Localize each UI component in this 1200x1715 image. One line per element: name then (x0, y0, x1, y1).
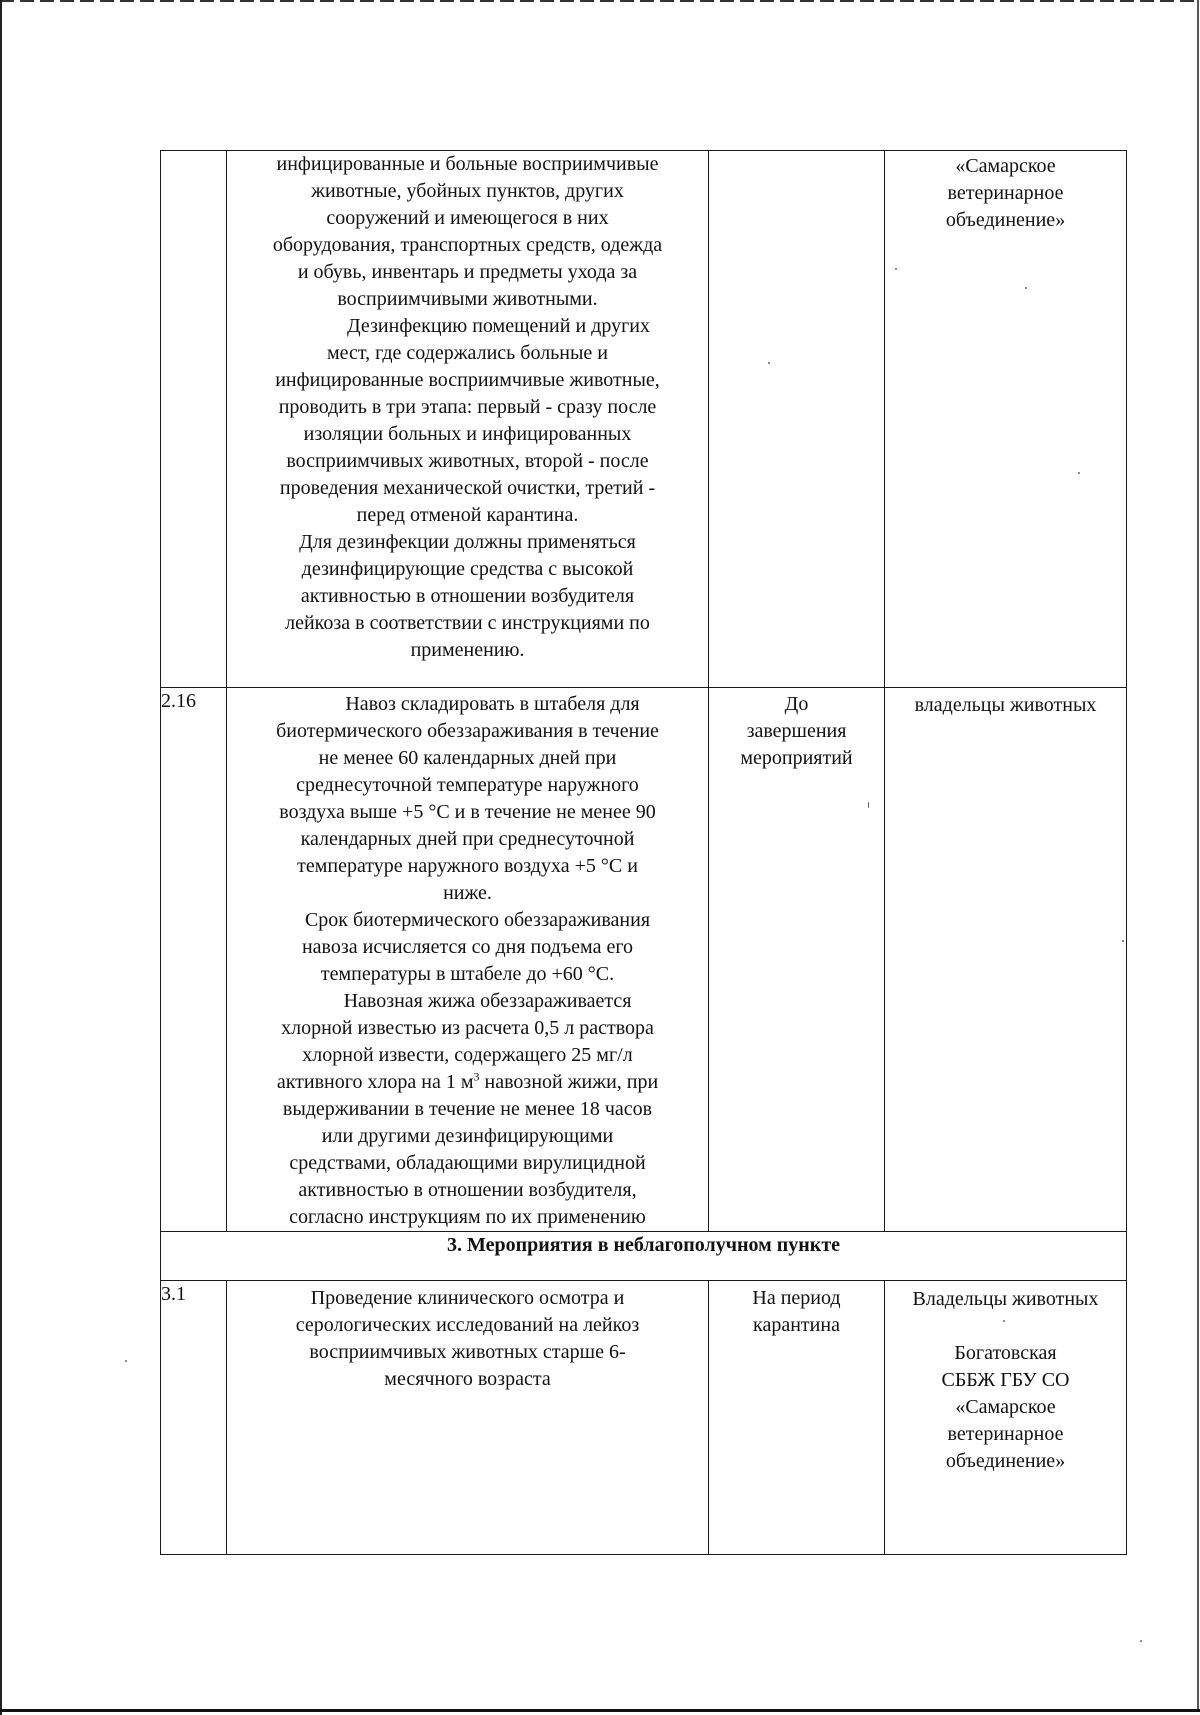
text-line: До (784, 693, 809, 715)
term-cell (709, 688, 885, 1232)
text-line: оборудования, транспортных средств, одежда (272, 234, 663, 256)
text-line: активностью в отношении возбудителя (300, 585, 635, 607)
text-line: Срок биотермического обеззараживания (304, 909, 651, 931)
text-line: мест, где содержались больные и (326, 342, 609, 364)
text-line (227, 1069, 708, 1096)
item-number: 2.16 (161, 690, 196, 712)
text-line: «Самарское (955, 155, 1056, 177)
spacer (885, 1313, 1126, 1340)
paragraph (227, 691, 708, 907)
text-line: не менее 60 календарных дней при (318, 747, 617, 769)
paragraph (227, 529, 708, 664)
text-line: согласно инструкциям по их применению (289, 1206, 646, 1228)
text-line: Дезинфекцию помещений и других (347, 315, 650, 337)
scan-right-edge (1197, 0, 1199, 1710)
measure-description-cell (227, 151, 709, 688)
measure-description-cell (227, 1281, 709, 1555)
text-line: проведения механической очистки, третий - (279, 477, 656, 499)
text-line: инфицированные восприимчивые животные, (275, 369, 660, 391)
text-line: «Самарское (955, 1396, 1056, 1418)
text-line: Навоз складировать в штабеля для (345, 693, 640, 715)
text-line: ветеринарное (947, 182, 1064, 204)
text-line: мероприятий (740, 747, 853, 769)
responsible-cell (885, 1281, 1127, 1555)
text-line: воздуха выше +5 °С и в течение не менее 90 (279, 801, 656, 823)
text-line: месячного возраста (384, 1368, 551, 1390)
item-number-cell (161, 688, 227, 1232)
section-title-cell (161, 1232, 1127, 1281)
text-line: календарных дней при среднесуточной (300, 828, 635, 850)
text-line: лейкоза в соответствии с инструкциями по (285, 612, 650, 634)
text-line: карантина (753, 1314, 840, 1336)
responsible-cell (885, 151, 1127, 688)
text-line: хлорной извести, содержащего 25 мг/л (302, 1044, 633, 1066)
responsible-cell (885, 688, 1127, 1232)
superscript: 3 (473, 1069, 480, 1084)
text-line: ветеринарное (947, 1423, 1064, 1445)
measure-description-cell (227, 688, 709, 1232)
term-cell (709, 1281, 885, 1555)
table-row (161, 151, 1127, 688)
text-line: ниже. (443, 882, 492, 904)
text-fragment: навозной жижи, при (479, 1071, 659, 1093)
text-line: животные, убойных пунктов, других (311, 180, 624, 202)
scan-speck (125, 1360, 127, 1362)
measures-table (160, 150, 1127, 1555)
item-number-cell (161, 151, 227, 688)
text-line: завершения (746, 720, 847, 742)
text-line: Для дезинфекции должны применяться (299, 531, 636, 553)
text-line: хлорной известью из расчета 0,5 л раствора (281, 1017, 654, 1039)
text-line: активностью в отношении возбудителя, (298, 1179, 637, 1201)
text-line: На период (752, 1287, 841, 1309)
text-line: Проведение клинического осмотра и (310, 1287, 625, 1309)
text-line: Владельцы животных (912, 1288, 1099, 1310)
text-line: применению. (410, 639, 525, 661)
text-line: навоза исчисляется со дня подъема его (301, 936, 634, 958)
text-fragment: активного хлора на 1 м (276, 1071, 474, 1093)
text-line: среднесуточной температуре наружного (296, 774, 639, 796)
text-line: Навозная жижа обеззараживается (343, 990, 632, 1012)
text-line: восприимчивыми животными. (337, 288, 598, 310)
paragraph (227, 151, 708, 313)
text-line: температуры в штабеле до +60 °С. (320, 963, 615, 985)
text-line: восприимчивых животных старше 6- (309, 1341, 626, 1363)
text-line: объединение» (945, 1450, 1066, 1472)
text-line: и обувь, инвентарь и предметы ухода за (297, 261, 638, 283)
text-line: владельцы животных (914, 694, 1097, 716)
scan-top-edge (0, 0, 1200, 2)
text-line: проводить в три этапа: первый - сразу после (278, 396, 657, 418)
text-line: биотермического обеззараживания в течение (276, 720, 659, 742)
text-line: выдерживании в течение не менее 18 часов (282, 1098, 653, 1120)
paragraph (227, 907, 708, 988)
text-line: средствами, обладающими вирулицидной (289, 1152, 646, 1174)
text-line: дезинфицирующие средства с высокой (301, 558, 634, 580)
text-line: перед отменой карантина. (356, 504, 579, 526)
text-line: инфицированные и больные восприимчивые (276, 153, 659, 175)
section-title: 3. Мероприятия в неблагополучном пункте (446, 1234, 841, 1256)
scan-speck (1140, 1640, 1142, 1642)
table-row (161, 1232, 1127, 1281)
paragraph (227, 988, 708, 1231)
text-line: восприимчивых животных, второй - после (286, 450, 649, 472)
scan-left-edge (0, 0, 2, 1715)
paragraph (227, 313, 708, 529)
text-line: объединение» (945, 209, 1066, 231)
text-line: серологических исследований на лейкоз (295, 1314, 640, 1336)
table-row (161, 1281, 1127, 1555)
item-number: 3.1 (161, 1283, 186, 1305)
scan-bottom-edge (0, 1709, 1200, 1712)
table-row (161, 688, 1127, 1232)
text-line: Богатовская (954, 1342, 1057, 1364)
text-line: изоляции больных и инфицированных (303, 423, 632, 445)
text-line: температуре наружного воздуха +5 °С и (297, 855, 638, 877)
text-line: сооружений и имеющегося в них (326, 207, 609, 229)
text-line: СББЖ ГБУ СО (941, 1369, 1070, 1391)
term-cell (709, 151, 885, 688)
item-number-cell (161, 1281, 227, 1555)
text-line: или другими дезинфицирующими (321, 1125, 614, 1147)
